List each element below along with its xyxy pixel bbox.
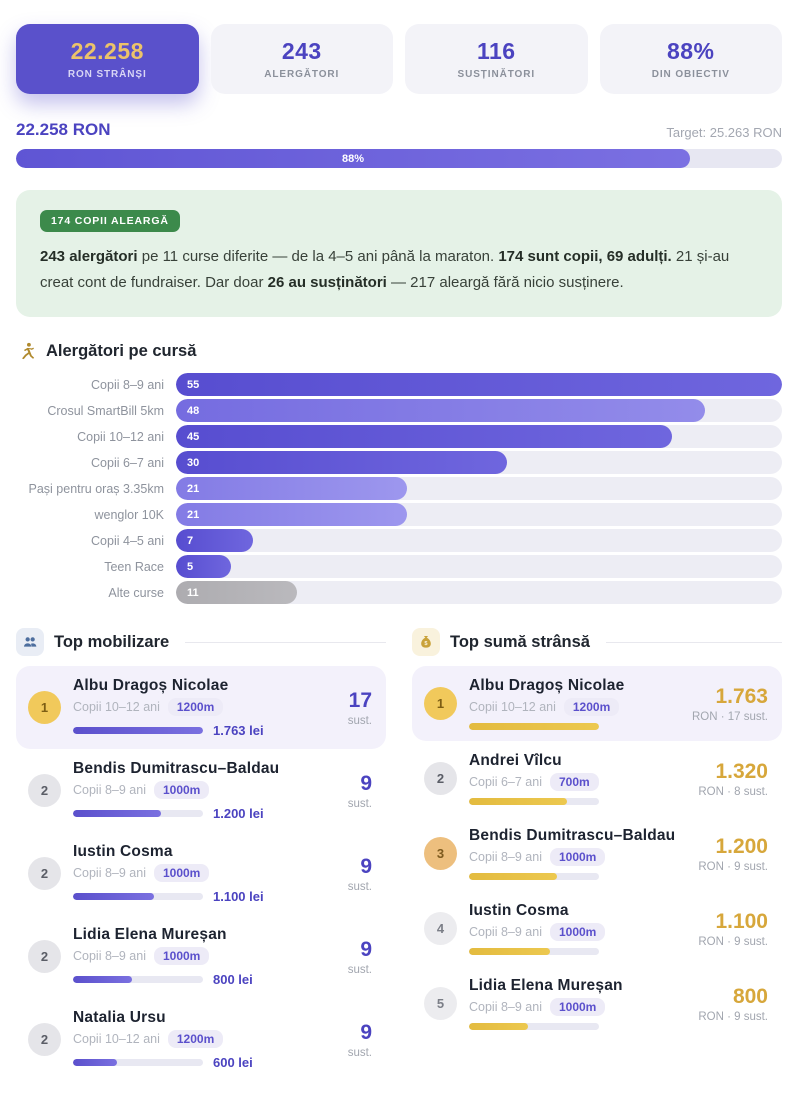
race-category: Copii 8–9 ani bbox=[73, 866, 146, 880]
race-category: Copii 10–12 ani bbox=[73, 700, 160, 714]
fundraising-title: Top sumă strânsă bbox=[450, 632, 590, 651]
race-category: Copii 8–9 ani bbox=[469, 925, 542, 939]
stat-value: 22.258 bbox=[70, 38, 144, 64]
amount-label: 1.200 lei bbox=[213, 806, 264, 821]
chart-bar-track bbox=[176, 373, 782, 396]
leaderboard-value-sub: sust. bbox=[347, 1046, 372, 1059]
leaderboard-value-sub: RON · 17 sust. bbox=[691, 710, 768, 723]
distance-badge: 1000m bbox=[550, 923, 605, 941]
fundraising-progress-fill bbox=[16, 149, 690, 168]
chart-row bbox=[16, 425, 782, 448]
amount-label: 1.763 lei bbox=[213, 723, 264, 738]
runner-icon bbox=[16, 341, 36, 361]
fundraising-progress-track bbox=[16, 149, 782, 168]
chart-bar bbox=[176, 555, 231, 578]
summary-text-segment: 21 și-au creat cont de fundraiser. Dar doar bbox=[40, 248, 730, 291]
amount-label: 600 lei bbox=[213, 1055, 253, 1070]
stat-card[interactable] bbox=[211, 24, 394, 94]
amount-bar-track bbox=[73, 727, 203, 734]
leaderboard-item[interactable] bbox=[16, 749, 386, 832]
stat-card[interactable] bbox=[600, 24, 783, 94]
fundraising-list bbox=[412, 666, 782, 1041]
race-category: Copii 8–9 ani bbox=[469, 850, 542, 864]
amount-bar-fill bbox=[73, 810, 161, 817]
leaderboard-value-sub: sust. bbox=[347, 797, 372, 810]
distance-badge: 1000m bbox=[154, 864, 209, 882]
amount-label: 800 lei bbox=[213, 972, 253, 987]
distance-badge: 1200m bbox=[168, 698, 223, 716]
chart-category-label: wenglor 10K bbox=[94, 507, 164, 522]
chart-bar-track bbox=[176, 555, 782, 578]
summary-banner bbox=[16, 190, 782, 317]
leaderboard-item[interactable] bbox=[16, 915, 386, 998]
leaderboard-value-sub: sust. bbox=[347, 714, 372, 727]
stat-value: 116 bbox=[476, 38, 516, 64]
leaderboard-value-sub: RON · 9 sust. bbox=[698, 1010, 768, 1023]
leaderboard-value-sub: RON · 8 sust. bbox=[698, 785, 768, 798]
amount-bar-fill bbox=[469, 1023, 528, 1030]
rank-badge: 2 bbox=[28, 857, 61, 890]
chart-category-label: Teen Race bbox=[104, 559, 164, 574]
runner-name: Lidia Elena Mureșan bbox=[73, 926, 227, 943]
stat-label: DIN OBIECTIV bbox=[651, 69, 730, 80]
leaderboard-item[interactable] bbox=[412, 966, 782, 1041]
summary-text-segment: — 217 aleargă fără nicio susținere. bbox=[386, 273, 624, 291]
distance-badge: 1000m bbox=[550, 848, 605, 866]
stat-value: 88% bbox=[666, 38, 715, 64]
mobilization-list bbox=[16, 666, 386, 1081]
rank-badge: 2 bbox=[28, 774, 61, 807]
distance-badge: 1000m bbox=[550, 998, 605, 1016]
stat-value: 243 bbox=[281, 38, 322, 64]
amount-bar-fill bbox=[469, 873, 557, 880]
chart-row bbox=[16, 581, 782, 604]
rank-badge: 2 bbox=[424, 762, 457, 795]
rank-badge: 2 bbox=[28, 1023, 61, 1056]
amount-bar-fill bbox=[73, 1059, 117, 1066]
chart-bar bbox=[176, 373, 782, 396]
divider bbox=[185, 642, 386, 643]
leaderboard-item[interactable] bbox=[16, 666, 386, 749]
leaderboard-value: 1.100 bbox=[715, 909, 768, 933]
leaderboard-item[interactable] bbox=[16, 832, 386, 915]
runner-name: Lidia Elena Mureșan bbox=[469, 977, 623, 994]
race-category: Copii 8–9 ani bbox=[73, 783, 146, 797]
rank-badge: 1 bbox=[424, 687, 457, 720]
leaderboard-value-sub: RON · 9 sust. bbox=[698, 935, 768, 948]
runner-name: Bendis Dumitrascu–Baldau bbox=[469, 827, 676, 844]
chart-bar-track bbox=[176, 399, 782, 422]
stat-label: ALERGĂTORI bbox=[264, 69, 340, 80]
chart-bar bbox=[176, 529, 253, 552]
chart-bar bbox=[176, 503, 407, 526]
mobilization-title: Top mobilizare bbox=[54, 632, 170, 651]
children-count-badge: 174 COPII ALEARGĂ bbox=[40, 210, 180, 232]
runner-name: Bendis Dumitrascu–Baldau bbox=[73, 760, 280, 777]
target-amount: Target: 25.263 RON bbox=[666, 125, 782, 140]
chart-bar bbox=[176, 477, 407, 500]
chart-category-label: Copii 8–9 ani bbox=[91, 377, 164, 392]
chart-title: Alergători pe cursă bbox=[46, 341, 197, 360]
amount-bar-track bbox=[469, 723, 599, 730]
stat-label: SUSȚINĂTORI bbox=[457, 69, 535, 80]
runner-name: Iustin Cosma bbox=[73, 843, 173, 860]
leaderboard-item[interactable] bbox=[412, 666, 782, 741]
chart-bar-value: 11 bbox=[187, 586, 199, 599]
distance-badge: 1200m bbox=[168, 1030, 223, 1048]
chart-bar bbox=[176, 425, 672, 448]
chart-bar-track bbox=[176, 503, 782, 526]
amount-bar-track bbox=[73, 1059, 203, 1066]
rank-badge: 4 bbox=[424, 912, 457, 945]
race-category: Copii 10–12 ani bbox=[73, 1032, 160, 1046]
race-category: Copii 10–12 ani bbox=[469, 700, 556, 714]
leaderboard-value: 1.763 bbox=[715, 684, 768, 708]
amount-bar-track bbox=[469, 1023, 599, 1030]
summary-text-segment: 243 alergători bbox=[40, 248, 138, 265]
chart-bar-value: 30 bbox=[187, 456, 200, 469]
chart-row bbox=[16, 399, 782, 422]
chart-bar bbox=[176, 451, 507, 474]
raised-amount: 22.258 RON bbox=[16, 120, 111, 139]
moneybag-icon bbox=[412, 628, 440, 656]
chart-bar-value: 55 bbox=[187, 378, 200, 391]
stat-card[interactable] bbox=[405, 24, 588, 94]
rank-badge: 1 bbox=[28, 691, 61, 724]
svg-text:$: $ bbox=[424, 641, 428, 648]
amount-bar-fill bbox=[73, 893, 154, 900]
summary-text-segment: pe 11 curse diferite — de la 4–5 ani până la maraton. bbox=[137, 248, 499, 265]
chart-bar-value: 7 bbox=[187, 534, 194, 547]
chart-bar-value: 5 bbox=[187, 560, 194, 573]
race-category: Copii 8–9 ani bbox=[469, 1000, 542, 1014]
amount-bar-fill bbox=[469, 798, 567, 805]
top-mobilization-panel bbox=[16, 628, 386, 1081]
stat-card[interactable] bbox=[16, 24, 199, 94]
leaderboard-value: 1.320 bbox=[715, 759, 768, 783]
summary-text-segment: 26 au susținători bbox=[267, 273, 387, 291]
chart-bar-value: 45 bbox=[187, 430, 200, 443]
runner-name: Natalia Ursu bbox=[73, 1009, 166, 1026]
chart-rows bbox=[16, 373, 782, 604]
amount-bar-fill bbox=[73, 727, 203, 734]
chart-category-label: Copii 10–12 ani bbox=[77, 429, 164, 444]
chart-bar-track bbox=[176, 425, 782, 448]
race-category: Copii 8–9 ani bbox=[73, 949, 146, 963]
leaderboard-value-sub: sust. bbox=[347, 963, 372, 976]
chart-bar-value: 21 bbox=[187, 508, 200, 521]
chart-category-label: Crosul SmartBill 5km bbox=[47, 403, 164, 418]
runner-name: Albu Dragoș Nicolae bbox=[469, 677, 625, 694]
chart-row bbox=[16, 451, 782, 474]
chart-bar bbox=[176, 399, 705, 422]
stat-label: RON STRÂNȘI bbox=[67, 69, 147, 80]
leaderboard-item[interactable] bbox=[16, 998, 386, 1081]
chart-bar-track bbox=[176, 581, 782, 604]
runner-name: Iustin Cosma bbox=[469, 902, 569, 919]
people-icon bbox=[16, 628, 44, 656]
distance-badge: 700m bbox=[550, 773, 599, 791]
rank-badge: 2 bbox=[28, 940, 61, 973]
chart-row bbox=[16, 529, 782, 552]
top-fundraising-panel bbox=[412, 628, 782, 1081]
runner-name: Albu Dragoș Nicolae bbox=[73, 677, 229, 694]
distance-badge: 1200m bbox=[564, 698, 619, 716]
amount-bar-track bbox=[469, 873, 599, 880]
runner-name: Andrei Vîlcu bbox=[469, 752, 562, 769]
rank-badge: 5 bbox=[424, 987, 457, 1020]
chart-category-label: Copii 6–7 ani bbox=[91, 455, 164, 470]
chart-bar bbox=[176, 581, 297, 604]
progress-percent-label: 88% bbox=[342, 152, 365, 165]
leaderboard-item[interactable] bbox=[412, 816, 782, 891]
chart-bar-value: 21 bbox=[187, 482, 200, 495]
chart-bar-track bbox=[176, 477, 782, 500]
leaderboard-value: 800 bbox=[732, 984, 768, 1008]
chart-category-label: Pași pentru oraș 3.35km bbox=[28, 481, 164, 496]
chart-bar-track bbox=[176, 529, 782, 552]
leaderboard-value: 9 bbox=[360, 854, 372, 878]
chart-bar-value: 48 bbox=[187, 404, 200, 417]
amount-label: 1.100 lei bbox=[213, 889, 264, 904]
leaderboard-value: 9 bbox=[360, 1020, 372, 1044]
amount-bar-track bbox=[73, 893, 203, 900]
amount-bar-track bbox=[469, 798, 599, 805]
leaderboard-value-sub: RON · 9 sust. bbox=[698, 860, 768, 873]
summary-text-segment: 174 sunt copii, 69 adulți. bbox=[498, 248, 672, 265]
distance-badge: 1000m bbox=[154, 947, 209, 965]
leaderboard-item[interactable] bbox=[412, 741, 782, 816]
race-category: Copii 6–7 ani bbox=[469, 775, 542, 789]
amount-bar-fill bbox=[469, 948, 550, 955]
distance-badge: 1000m bbox=[154, 781, 209, 799]
summary-text bbox=[40, 244, 758, 295]
chart-category-label: Copii 4–5 ani bbox=[91, 533, 164, 548]
amount-bar-fill bbox=[469, 723, 599, 730]
leaderboard-value-sub: sust. bbox=[347, 880, 372, 893]
leaderboard-item[interactable] bbox=[412, 891, 782, 966]
progress-header bbox=[16, 120, 782, 140]
amount-bar-track bbox=[469, 948, 599, 955]
divider bbox=[606, 642, 782, 643]
leaderboard-value: 9 bbox=[360, 937, 372, 961]
chart-row bbox=[16, 503, 782, 526]
chart-category-label: Alte curse bbox=[108, 585, 164, 600]
stats-row bbox=[16, 24, 782, 94]
runners-per-race-chart bbox=[16, 341, 782, 604]
rank-badge: 3 bbox=[424, 837, 457, 870]
leaderboard-value: 9 bbox=[360, 771, 372, 795]
chart-row bbox=[16, 477, 782, 500]
amount-bar-track bbox=[73, 810, 203, 817]
amount-bar-track bbox=[73, 976, 203, 983]
leaderboard-value: 1.200 bbox=[715, 834, 768, 858]
chart-bar-track bbox=[176, 451, 782, 474]
amount-bar-fill bbox=[73, 976, 132, 983]
chart-row bbox=[16, 555, 782, 578]
leaderboard-value: 17 bbox=[348, 688, 372, 712]
chart-row bbox=[16, 373, 782, 396]
